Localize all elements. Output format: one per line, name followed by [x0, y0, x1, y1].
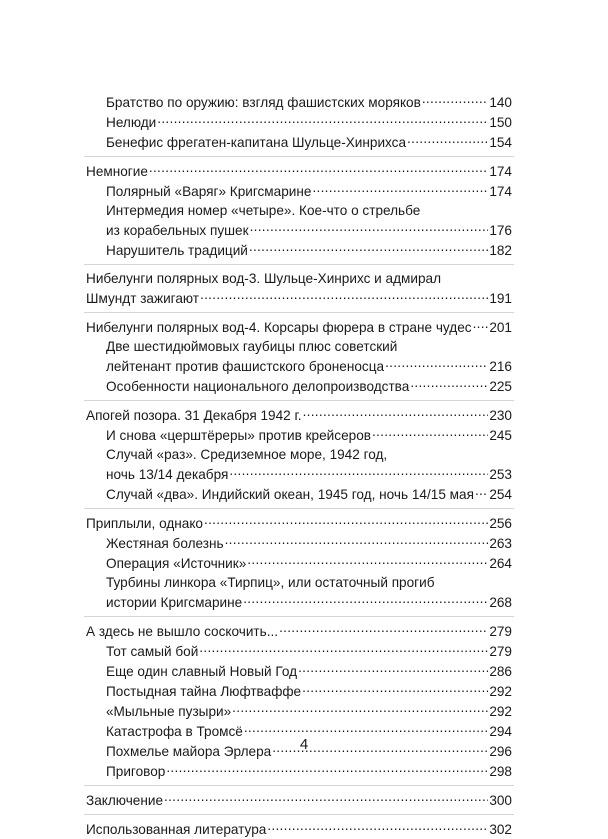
dot-leader: [149, 161, 488, 176]
dot-leader: [250, 220, 489, 235]
toc-section: [86, 112, 512, 132]
toc-page-number: 154: [489, 135, 512, 150]
toc-title-line: Нибелунги полярных вод-3. Шульце-Хинрихс и адмирал: [86, 271, 442, 286]
toc-title: лейтенант против фашистского броненосца: [106, 359, 385, 374]
group-divider: [84, 785, 514, 786]
dot-leader: [385, 356, 488, 371]
dot-leader: [247, 553, 488, 568]
toc-title-line: Турбины линкора «Тирпиц», или остаточный прогиб: [106, 575, 435, 590]
toc-section: [86, 201, 512, 240]
group-divider: [84, 156, 514, 157]
toc-row: [86, 288, 512, 308]
toc-title: Приплыли, однако: [86, 516, 203, 531]
toc-title: Использованная литература: [86, 822, 267, 837]
toc-title: Особенности национального делопроизводства: [106, 379, 410, 394]
toc-row: [86, 621, 512, 641]
toc-page-number: 150: [489, 115, 512, 130]
toc-row: [106, 661, 512, 681]
group-divider: [84, 814, 514, 815]
toc-row: [106, 425, 512, 445]
toc-row: [106, 92, 512, 112]
dot-leader: [312, 181, 488, 196]
toc-page-number: 279: [489, 624, 512, 639]
toc-page-number: 230: [489, 408, 512, 423]
toc-title: Немногие: [86, 164, 148, 179]
toc-page-number: 292: [489, 704, 512, 719]
dot-leader: [200, 288, 488, 303]
toc-title: Операция «Источник»: [106, 556, 247, 571]
toc-page-number: 279: [489, 644, 512, 659]
dot-leader: [166, 761, 488, 776]
dot-leader: [298, 661, 488, 676]
toc-row: [106, 112, 512, 132]
dot-leader: [204, 513, 488, 528]
dot-leader: [302, 681, 488, 696]
toc-title: Шмундт зажигают: [86, 291, 200, 306]
toc-row: [86, 513, 512, 533]
dot-leader: [157, 112, 488, 127]
toc-title: Катастрофа в Тромсё: [106, 724, 243, 739]
toc-section: [86, 376, 512, 396]
dot-leader: [473, 317, 489, 332]
toc-page-number: 254: [489, 487, 512, 502]
toc-page-number: 174: [489, 164, 512, 179]
toc-row: [106, 464, 512, 484]
toc-title: Нибелунги полярных вод-4. Корсары фюрера в стране чудес: [86, 320, 472, 335]
toc-title: Тот самый бой: [106, 644, 199, 659]
toc-page-number: 256: [489, 516, 512, 531]
toc-row: [106, 484, 512, 504]
toc-section: [86, 337, 512, 376]
toc-title: Постыдная тайна Люфтваффе: [106, 684, 302, 699]
dot-leader: [303, 405, 489, 420]
toc-page-number: 286: [489, 664, 512, 679]
toc-chapter: [86, 790, 512, 810]
toc-row: [106, 181, 512, 201]
toc-title: Полярный «Варяг» Кригсмарине: [106, 184, 312, 199]
toc-page-number: 268: [489, 595, 512, 610]
toc-row: [86, 819, 512, 839]
toc-row: [106, 701, 512, 721]
toc-page-number: 174: [489, 184, 512, 199]
group-divider: [84, 616, 514, 617]
toc-section: [86, 641, 512, 661]
toc-page-number: 302: [489, 822, 512, 837]
toc-chapter: [86, 269, 512, 308]
toc-chapter: [86, 819, 512, 839]
toc-page-number: 298: [489, 764, 512, 779]
toc-title: Жестяная болезнь: [106, 536, 224, 551]
page-number: 4: [299, 736, 309, 753]
group-divider: [84, 508, 514, 509]
toc-section: [86, 761, 512, 781]
toc-page-number: 225: [489, 379, 512, 394]
toc-section: [86, 573, 512, 612]
toc-title-line: Случай «раз». Средиземное море, 1942 год,: [106, 447, 388, 462]
toc-page-number: 292: [489, 684, 512, 699]
toc-page-number: 191: [489, 291, 512, 306]
toc-title: Приговор: [106, 764, 166, 779]
toc-title: истории Кригсмарине: [106, 595, 243, 610]
dot-leader: [475, 484, 488, 499]
toc-section: [86, 240, 512, 260]
dot-leader: [225, 533, 489, 548]
toc-section: [86, 533, 512, 553]
toc-page-number: 140: [489, 95, 512, 110]
toc-page-number: 294: [489, 724, 512, 739]
toc-title-line: Интермедия номер «четыре». Кое-что о стрельбе: [106, 203, 421, 218]
toc-row: [106, 240, 512, 260]
group-divider: [84, 264, 514, 265]
group-divider: [84, 312, 514, 313]
toc-row: [106, 761, 512, 781]
toc-title: А здесь не вышло соскочить...: [86, 624, 279, 639]
toc-page-number: 263: [489, 536, 512, 551]
toc-chapter: [86, 161, 512, 181]
toc-section: [86, 425, 512, 445]
toc-page-number: 264: [489, 556, 512, 571]
dot-leader: [244, 721, 488, 736]
dot-leader: [249, 240, 488, 255]
toc-page-number: 176: [489, 223, 512, 238]
dot-leader: [229, 464, 488, 479]
group-divider: [84, 400, 514, 401]
toc-page-number: 253: [489, 467, 512, 482]
toc-row: [86, 790, 512, 810]
toc-title-line: Две шестидюймовых гаубицы плюс советский: [106, 339, 398, 354]
dot-leader: [199, 641, 488, 656]
toc-page-number: 182: [489, 243, 512, 258]
toc-title: Нарушитель традиций: [106, 243, 248, 258]
toc-row: [106, 533, 512, 553]
toc-section: [86, 681, 512, 701]
toc-title: Апогей позора. 31 Декабря 1942 г.: [86, 408, 302, 423]
toc-row: [106, 376, 512, 396]
dot-leader: [410, 376, 488, 391]
toc-title: Еще один славный Новый Год: [106, 664, 298, 679]
toc-section: [86, 181, 512, 201]
toc-page-number: 300: [489, 793, 512, 808]
dot-leader: [232, 701, 488, 716]
toc-section: [86, 92, 512, 112]
dot-leader: [267, 819, 488, 834]
toc-row: [106, 132, 512, 152]
toc-title: Нелюди: [106, 115, 157, 130]
toc-title: И снова «церштёреры» против крейсеров: [106, 428, 371, 443]
toc-chapter: [86, 317, 512, 337]
toc-chapter: [86, 621, 512, 641]
toc-row: [106, 641, 512, 661]
dot-leader: [372, 425, 488, 440]
toc-title: Бенефис фрегатен-капитана Шульце-Хинрихса: [106, 135, 407, 150]
toc-title: «Мыльные пузыри»: [106, 704, 232, 719]
toc-row: [86, 317, 512, 337]
toc-row: [106, 592, 512, 612]
toc-chapter: [86, 513, 512, 533]
dot-leader: [243, 592, 488, 607]
toc-title: Похмелье майора Эрлера: [106, 744, 272, 759]
toc-page-number: 245: [489, 428, 512, 443]
toc-title: Заключение: [86, 793, 164, 808]
toc-title: Случай «два». Индийский океан, 1945 год, ночь 14/15 мая: [106, 487, 474, 502]
toc-row: [86, 161, 512, 181]
toc-title: Братство по оружию: взгляд фашистских моряков: [106, 95, 421, 110]
toc-page-number: 296: [489, 744, 512, 759]
table-of-contents: [86, 92, 512, 839]
toc-section: [86, 553, 512, 573]
toc-row: [86, 405, 512, 425]
toc-row: [106, 220, 512, 240]
toc-row: [106, 681, 512, 701]
dot-leader: [422, 92, 488, 107]
toc-row: [106, 553, 512, 573]
toc-page-number: 216: [489, 359, 512, 374]
toc-title: из корабельных пушек: [106, 223, 249, 238]
toc-page-number: 201: [489, 320, 512, 335]
dot-leader: [279, 621, 488, 636]
toc-section: [86, 484, 512, 504]
dot-leader: [407, 132, 488, 147]
toc-section: [86, 701, 512, 721]
dot-leader: [164, 790, 488, 805]
toc-section: [86, 661, 512, 681]
toc-section: [86, 445, 512, 484]
toc-section: [86, 132, 512, 152]
toc-title: ночь 13/14 декабря: [106, 467, 229, 482]
toc-row: [106, 356, 512, 376]
toc-chapter: [86, 405, 512, 425]
